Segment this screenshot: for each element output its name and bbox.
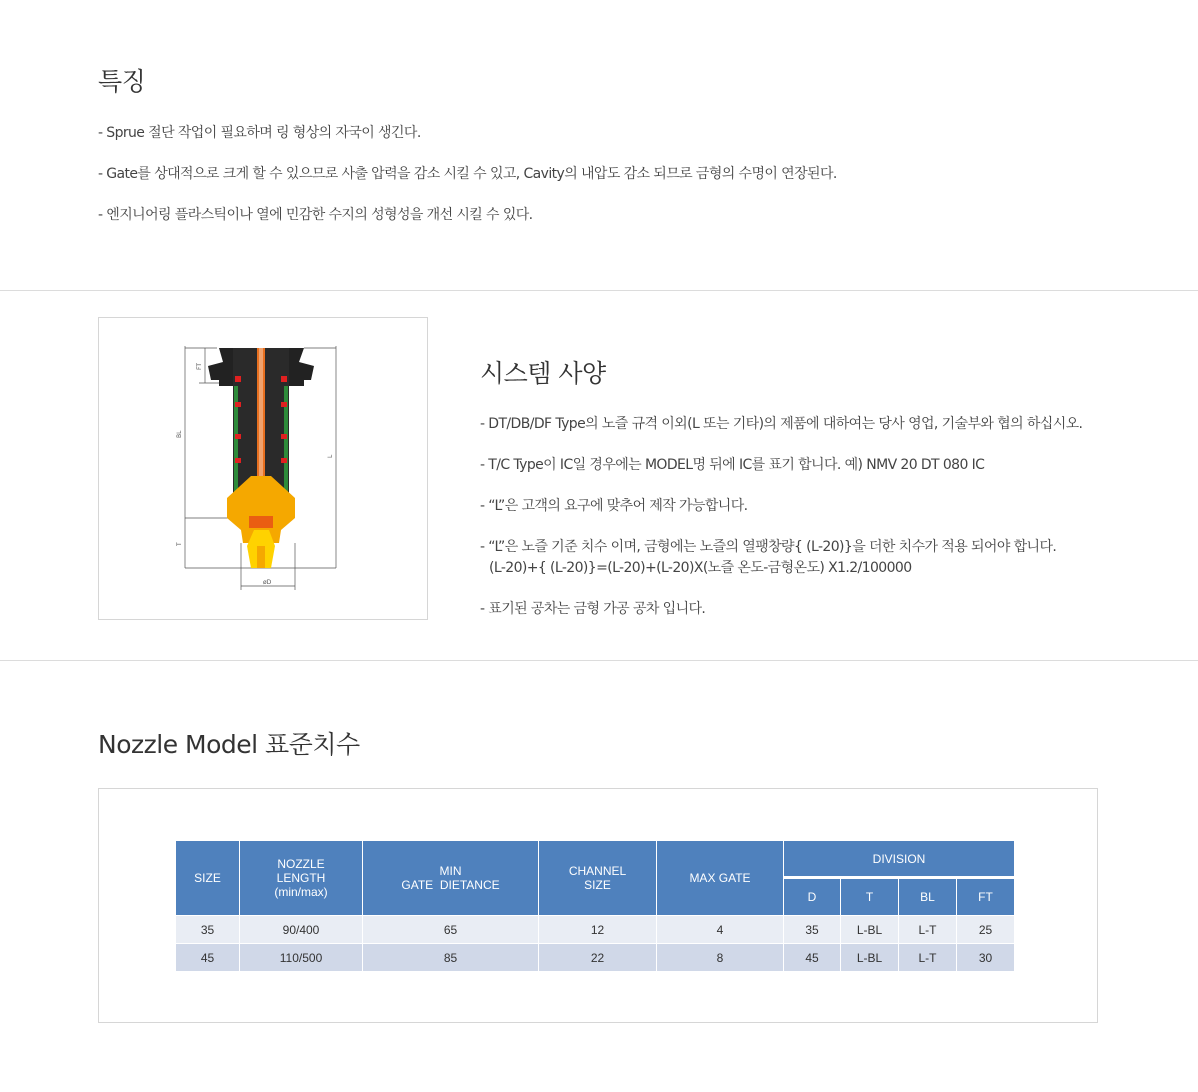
nozzle-model-title: Nozzle Model 표준치수 [98, 730, 360, 759]
l-label: L [327, 454, 334, 458]
header-t: T [841, 877, 899, 916]
header-min-gate-distance [363, 841, 539, 916]
system-item-formula: (L-20)+{ (L-20)}=(L-20)+(L-20)X(노즐 온도-금형온도) X1.2/100000 [489, 560, 912, 576]
bl-label: BL [176, 430, 183, 438]
header-channel-line: SIZE [584, 878, 611, 892]
section-divider [0, 660, 1198, 661]
cell-channel: 12 [539, 916, 657, 944]
nozzle-dimension-table [176, 841, 1015, 972]
system-item: - “L”은 고객의 요구에 맞추어 제작 가능합니다. [480, 498, 748, 514]
header-max-gate: MAX GATE [657, 841, 784, 916]
cell-size: 45 [176, 944, 240, 972]
header-d: D [784, 877, 841, 916]
feature-item: - 엔지니어링 플라스틱이나 열에 민감한 수지의 성형성을 개선 시킬 수 있다. [98, 207, 533, 223]
feature-item: - Sprue 절단 작업이 필요하며 링 형상의 자국이 생긴다. [98, 125, 421, 141]
header-channel-line: CHANNEL [568, 864, 627, 878]
table-row [176, 944, 1015, 972]
cell-length: 90/400 [240, 916, 363, 944]
cell-maxgate: 8 [657, 944, 784, 972]
nozzle-drawing-frame [98, 317, 428, 620]
header-gate-line: GATE DIETANCE [401, 878, 500, 892]
cell-length: 110/500 [240, 944, 363, 972]
header-channel-size [539, 841, 657, 916]
t-label: T [176, 542, 183, 546]
system-item: - “L”은 노즐 기준 치수 이며, 금형에는 노즐의 열팽창량{ (L-20)}을 더한 치수가 적용 되어야 합니다. [480, 539, 1057, 555]
header-size: SIZE [176, 841, 240, 916]
header-division: DIVISION [784, 841, 1015, 877]
cell-ft: 30 [957, 944, 1015, 972]
section-divider [0, 290, 1198, 291]
header-gate-line: MIN [439, 864, 462, 878]
ft-label: FT [196, 362, 203, 370]
cell-maxgate: 4 [657, 916, 784, 944]
cell-d: 35 [784, 916, 841, 944]
nozzle-table-frame [98, 788, 1098, 1023]
header-nozzle-length [240, 841, 363, 916]
table-row [176, 916, 1015, 944]
cell-size: 35 [176, 916, 240, 944]
cell-t: L-BL [841, 916, 899, 944]
cell-d: 45 [784, 944, 841, 972]
system-title: 시스템 사양 [480, 359, 606, 388]
cell-bl: L-T [899, 916, 957, 944]
features-title: 특징 [98, 67, 146, 96]
cell-ft: 25 [957, 916, 1015, 944]
system-item: - 표기된 공차는 금형 가공 공차 입니다. [480, 601, 706, 617]
nozzle-cross-section-drawing [99, 318, 427, 619]
header-ft: FT [957, 877, 1015, 916]
cell-t: L-BL [841, 944, 899, 972]
system-item: - T/C Type이 IC일 경우에는 MODEL명 뒤에 IC를 표기 합니다. 예) NMV 20 DT 080 IC [480, 457, 985, 473]
d-label: øD [263, 579, 272, 586]
cell-channel: 22 [539, 944, 657, 972]
cell-gate: 85 [363, 944, 539, 972]
cell-gate: 65 [363, 916, 539, 944]
header-length-line: (min/max) [274, 885, 328, 899]
header-length-line: LENGTH [276, 871, 326, 885]
feature-item: - Gate를 상대적으로 크게 할 수 있으므로 사출 압력을 감소 시킬 수 있고, Cavity의 내압도 감소 되므로 금형의 수명이 연장된다. [98, 166, 837, 182]
header-bl: BL [899, 877, 957, 916]
header-length-line: NOZZLE [277, 857, 325, 871]
system-item: - DT/DB/DF Type의 노즐 규격 이외(L 또는 기타)의 제품에 대하여는 당사 영업, 기술부와 협의 하십시오. [480, 416, 1083, 432]
cell-bl: L-T [899, 944, 957, 972]
